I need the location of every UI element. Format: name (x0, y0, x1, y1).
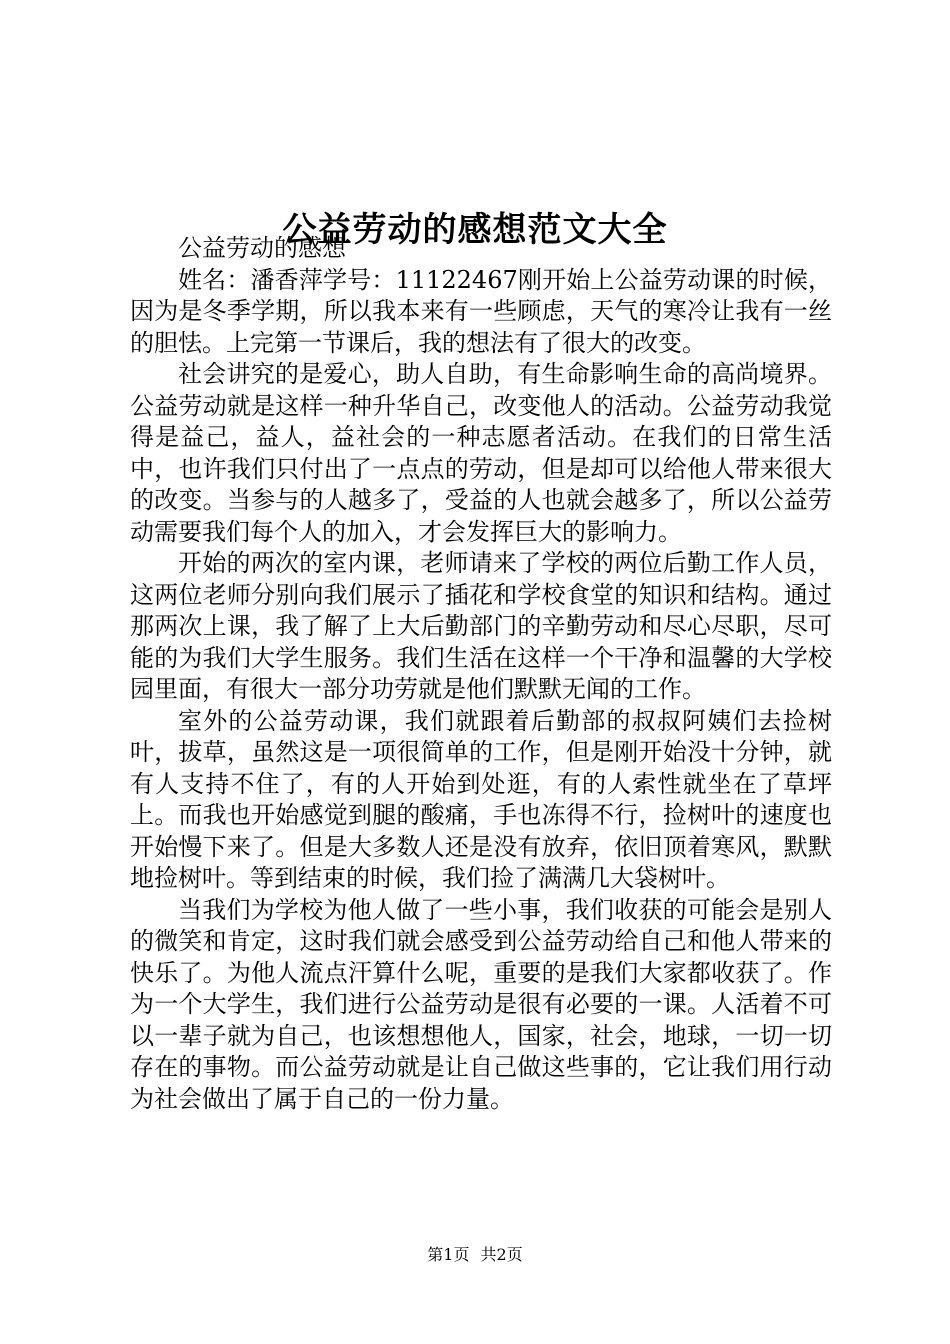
document-body (130, 233, 832, 1115)
body-paragraph: 姓名：潘香萍学号：11122467刚开始上公益劳动课的时候，因为是冬季学期，所以我本来有一些顾虑，天气的寒冷让我有一丝的胆怯。上完第一节课后，我的想法有了很大的改变。 (130, 265, 832, 357)
page-number-total: 共2页 (480, 1245, 523, 1264)
body-paragraph: 当我们为学校为他人做了一些小事，我们收获的可能会是别人的微笑和肯定，这时我们就会感受到公益劳动给自己和他人带来的快乐了。为他人流点汗算什么呢，重要的是我们大家都收获了。作为一个大学生，我们进行公益劳动是很有必要的一课。人活着不可以一辈子就为自己，也该想想他人，国家，社会，地球，一切一切存在的事物。而公益劳动就是让自己做这些事的，它让我们用行动为社会做出了属于自己的一份力量。 (130, 895, 832, 1113)
page-footer (0, 1244, 950, 1266)
document-title: 公益劳动的感想范文大全 (282, 209, 668, 250)
body-paragraph: 室外的公益劳动课，我们就跟着后勤部的叔叔阿姨们去捡树叶，拔草，虽然这是一项很简单的工作，但是刚开始没十分钟，就有人支持不住了，有的人开始到处逛，有的人索性就坐在了草坪上。而我也开始感觉到腿的酸痛，手也冻得不行，捡树叶的速度也开始慢下来了。但是大多数人还是没有放弃，依旧顶着寒风，默默地捡树叶。等到结束的时候，我们捡了满满几大袋树叶。 (130, 706, 832, 892)
body-paragraph: 开始的两次的室内课，老师请来了学校的两位后勤工作人员，这两位老师分别向我们展示了插花和学校食堂的知识和结构。通过那两次上课，我了解了上大后勤部门的辛勤劳动和尽心尽职，尽可能的为我们大学生服务。我们生活在这样一个干净和温馨的大学校园里面，有很大一部分功劳就是他们默默无闻的工作。 (130, 549, 832, 703)
page-number-current: 第1页 (427, 1245, 470, 1264)
body-paragraph: 社会讲究的是爱心，助人自助，有生命影响生命的高尚境界。公益劳动就是这样一种升华自己，改变他人的活动。公益劳动我觉得是益己，益人，益社会的一种志愿者活动。在我们的日常生活中，也许我们只付出了一点点的劳动，但是却可以给他人带来很大的改变。当参与的人越多了，受益的人也就会越多了，所以公益劳动需要我们每个人的加入，才会发挥巨大的影响力。 (130, 360, 832, 546)
subtitle-paragraph: 公益劳动的感想 (178, 234, 346, 262)
